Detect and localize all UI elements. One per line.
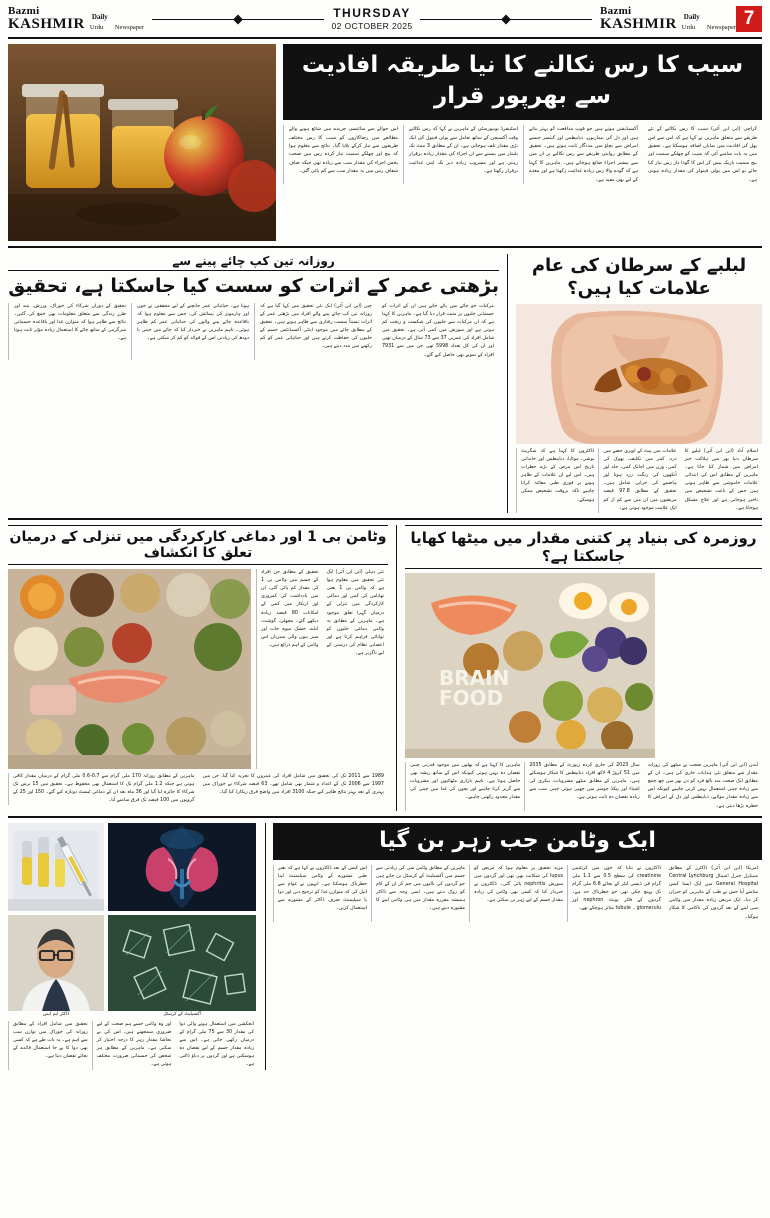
vitamin-b1-columns-top: [256, 569, 388, 769]
issue-date: [332, 6, 413, 32]
apple-headline: سیب کا رس نکالنے کا نیا طریقہ افادیت سے بھرپور قرار: [283, 44, 762, 120]
divider-1: [8, 246, 762, 248]
logo-tag-news-right: [707, 23, 736, 32]
sugar-columns: [405, 762, 762, 811]
logo-text-right: [600, 6, 677, 32]
tag-daily-left: Daily: [91, 13, 108, 22]
divider-2: [8, 518, 762, 520]
crystal-graphic: [108, 915, 256, 1011]
tag-news-left: Newspaper: [114, 23, 145, 31]
doctor-portrait-photo: [8, 915, 104, 1011]
tag-urdu-right: Urdu: [681, 23, 696, 31]
poison-col-1: امریکا (این این آئی) ڈاکٹرز کے مطابق سینٹرل جنرل اسپتال Central Lynchburg General Hospital میں ایک ایسا کیس سامنے آیا جس نے طب کے ماہرین کو حیران کر دیا۔ ایک مریض زیادہ مقدار میں وٹامن سی لینے کے بعد گردوں کی ناکامی کا شکار ہوگیا۔: [669, 865, 758, 920]
apple-juice-jars-photo: [8, 44, 276, 241]
brand-main-left: KASHMIR: [8, 16, 85, 32]
vitamin-b1-headline: وٹامن بی 1 اور دماغی کارکردگی میں تنزلی کے درمیان تعلق کا انکشاف: [8, 525, 388, 565]
svg-text:FOOD: FOOD: [439, 685, 504, 710]
doctor-photo-caption: ڈاکٹر ایم ایس: [42, 1011, 70, 1017]
pancreas-story: [507, 254, 762, 513]
poison-headline: ایک وٹامن جب زہر بن گیا: [273, 823, 762, 860]
poison-photos-row-2: [8, 915, 258, 1018]
pancreas-graphic: [516, 304, 762, 444]
pancreas-col-3: ڈاکٹروں کا کہنا ہے کہ سگریٹ نوشی، موٹاپا، ذیابیطس اور خاندانی تاریخ اس مرض کے بڑے خطرات ہیں۔ اس لیے ان علامات کے ظاہر ہونے پر فوری طبی معائنہ کرانا چاہیے تاکہ بروقت تشخیص ممکن ہوسکے۔: [516, 448, 598, 513]
pancreas-headline: لبلبے کے سرطان کی عام علامات کیا ہیں؟: [531, 255, 747, 300]
poison-photos-row-1: [8, 823, 258, 911]
brain-food-graphic: [405, 573, 655, 758]
masthead-logo-right: [600, 6, 736, 32]
tag-news-right: Newspaper: [706, 23, 736, 31]
aging-col-1: مرکبات جو چائے میں پائے جاتے ہیں ان کے اثرات کو جسمانی خلیوں پر مثبت قرار دیا گیا ہے۔ ماہرین کا کہنا ہے کہ ان مرکبات سے خلیوں کی شکست و ریخت کم ہوتی ہے اور سوزش میں کمی آتی ہے۔ تحقیق میں شامل افراد کی عمریں 37 سے 73 سال کے درمیان تھیں اور ان کی کل تعداد 5998 تھی جن میں سے 7931 افراد کے نمونے بھی حاصل کیے گئے۔: [382, 303, 494, 358]
vials-graphic: [8, 823, 104, 911]
brand-top-left: Bazmi: [8, 5, 40, 17]
vitamin-b1-col-1: نئی دہلی (این این آئی) ایک نئی تحقیق میں معلوم ہوا ہے کہ وٹامن بی 1 یعنی تھایامن کی کمی اور دماغی کارکردگی میں تنزلی کے درمیان گہرا تعلق موجود ہے۔ ماہرین کے مطابق یہ وٹامن دماغی خلیوں کو توانائی فراہم کرتا ہے اور اعصابی نظام کی درستی کے لیے ناگزیر ہے۔: [326, 569, 384, 657]
sugar-col-1: لندن (این این آئی) ماہرین صحت نے میٹھے کی روزانہ مقدار سے متعلق نئی ہدایات جاری کی ہیں۔ ان کے مطابق ایک صحت مند بالغ فرد کو دن بھر میں چھ چمچ سے زیادہ چینی استعمال نہیں کرنی چاہیے کیونکہ اس سے زیادہ مقدار موٹاپے، ذیابیطس اور دل کے امراض کا خطرہ بڑھا دیتی ہے۔: [647, 762, 758, 809]
logo-text-left: [8, 6, 85, 32]
crystal-microscope-photo: [108, 915, 256, 1011]
vitamin-b1-col-4: ماہرین کے مطابق روزانہ 170 ملی گرام سے 0.7-0.6 ملی گرام کے درمیان مقدار کافی ہوتی ہے جبکہ 1.2 ملی گرام تک کا استعمال بھی محفوظ ہے۔ تحقیق میں 15 برس تک شرکاء کا جائزہ لیا گیا اور 36 ماہ بعد ان کے دماغی ٹیسٹ دوبارہ کیے گئے۔ 150 اور 25 کے گروپوں میں 100 فیصد تک فرق سامنے آیا۔: [8, 773, 199, 806]
band-three: [8, 525, 762, 811]
tag-urdu-left: Urdu: [89, 23, 104, 31]
aging-headline: بڑھتی عمر کے اثرات کو سست کیا جاسکتا ہے، تحقیق: [8, 275, 499, 297]
crystal-photo-caption: آکسیلیٹ کے کرسٹل: [163, 1011, 201, 1017]
aging-col-3: ہوتا ہے۔ حیاتیاتی عمر جانچنے کے لیے محققین نے خون اور ہارمونز کی پیمائش کی، جس سے معلوم ہوا کہ باقاعدہ چائے پینے والوں کی حیاتیاتی عمر کم ظاہر ہوئی۔ تاہم ماہرین نے خبردار کیا کہ چائے میں چینی یا دودھ کی زیادتی اس کے فوائد کو کم کر سکتی ہے۔: [131, 303, 254, 360]
logo-tags-left: [90, 12, 110, 32]
vitamin-b1-columns-bottom: [8, 773, 388, 806]
logo-tags-right: [682, 12, 702, 32]
aging-col-4: تحقیق کے دوران شرکاء کی خوراک، ورزش، نیند اور طرزِ زندگی سے متعلق معلومات بھی جمع کی گئیں۔ نتائج سے ظاہر ہوا کہ متوازن غذا اور باقاعدہ جسمانی سرگرمی کے ساتھ چائے کا استعمال زیادہ مؤثر ثابت ہوتا ہے۔: [8, 303, 131, 360]
food-photo-graphic: [8, 569, 251, 769]
apple-col-2: آکسیڈیشن ہوتے ہیں جو قوتِ مدافعت کو بہتر بناتے ہیں اور دل کی بیماریوں، ذیابیطس اور کینسر جیسے امراض سے بچاؤ میں مددگار ثابت ہوتے ہیں۔ تحقیق کے مطابق روایتی طریقے سے رس نکالنے پر ان میں سے بیشتر اجزاء ضائع ہوجاتے ہیں۔ ماہرین کا کہنا ہے کہ گودے والا رس زیادہ غذائیت رکھتا ہے اور معدے کے لیے بھی مفید ہے۔: [523, 125, 643, 184]
aging-col-2: چین (این این آئی) ایک نئی تحقیق میں کہا گیا ہے کہ روزانہ تین کپ چائے پینے والے افراد میں بڑھتی عمر کے اثرات نسبتاً سست رفتاری سے ظاہر ہوتے ہیں۔ تحقیق کے مطابق چائے میں موجود اینٹی آکسیڈنٹس جسم کے خلیوں کی حفاظت کرتے ہیں اور حیاتیاتی عمر کو کم رکھنے میں مدد دیتے ہیں۔: [254, 303, 377, 360]
sugar-headline: روزمرہ کی بنیاد پر کتنی مقدار میں میٹھا کھایا جاسکتا ہے؟: [405, 525, 762, 569]
poison-col-5: اس کیس کے بعد ڈاکٹروں نے کہا ہے کہ بغیر طبی مشورے کے وٹامن سپلیمنٹ لینا خطرناک ہوسکتا ہے۔ انہوں نے عوام سے اپیل کی کہ متوازن غذا کو ترجیح دیں اور دوا یا سپلیمنٹ صرف ڈاکٹر کے مشورے سے استعمال کریں۔: [273, 865, 371, 922]
injection-col-1: انجکشن میں استعمال ہونے والی دوا کی مقدار 30 سے 75 ملی گرام کے درمیان رکھی جاتی ہے۔ اس سے زیادہ مقدار جسم کے لیے نقصان دہ ہوسکتی ہے اور گردوں پر دباؤ ڈالتی ہے۔: [179, 1021, 255, 1068]
injection-columns: [8, 1021, 258, 1070]
injection-col-2: اور وہ وٹامن جسے ہم صحت کے لیے ضروری سمجھتے ہیں، اس کی بے تحاشا مقدار زہر کا درجہ اختیار کر سکتی ہے۔ ماہرین کے مطابق ہر شخص کی جسمانی ضرورت مختلف ہوتی ہے۔: [92, 1021, 176, 1070]
band-four: [8, 823, 762, 1070]
sugar-col-3: ماہرین کا کہنا ہے کہ پھلوں میں موجود قدرتی چینی نقصان دہ نہیں ہوتی کیونکہ اس کے ساتھ ریشہ بھی حاصل ہوتا ہے۔ تاہم بازاری مٹھائیوں اور مشروبات سے گریز کرنا چاہیے اور بچوں کی غذا میں چینی کی مقدار محدود رکھنی چاہیے۔: [405, 762, 524, 811]
poison-story: [265, 823, 762, 1070]
ornament-rule-left: [152, 19, 323, 20]
poison-col-4: ماہرین کے مطابق وٹامن سی کی زیادتی سے جسم میں آکسیلیٹ کے کرسٹل بن جاتے ہیں جو گردوں کی نالیوں میں جم کر ان کے کام کو روک دیتے ہیں۔ اسی وجہ سے ڈاکٹر ہمیشہ مقررہ مقدار میں ہی وٹامن لینے کا مشورہ دیتے ہیں۔: [371, 865, 469, 922]
vitamin-b1-col-3: 1989 سے 2011 تک کی تحقیق میں شامل افراد کی عمروں کا تجزیہ کیا گیا، جن میں 1997 سے 2006 تک کے اعداد و شمار بھی شامل تھے۔ 63 فیصد شرکاء نے خوراک میں بہتری کے بعد بہتر نتائج ظاہر کیے جبکہ 3100 افراد میں واضح فرق ریکارڈ کیا گیا۔: [202, 773, 384, 796]
pancreas-col-1: اسلام آباد (این این آئی) لبلبے کا سرطان دنیا بھر میں ہلاکت خیز امراض میں شمار کیا جاتا ہے۔ ماہرین کے مطابق اس کی ابتدائی علامات خاموشی سے ظاہر ہوتی ہیں جس کے باعث تشخیص میں تاخیر ہوجاتی ہے اور علاج مشکل ہوجاتا ہے۔: [684, 448, 758, 511]
aging-story: [8, 254, 499, 513]
vials-syringe-photo: [8, 823, 104, 911]
poison-media-column: [8, 823, 258, 1070]
apple-story: [8, 44, 762, 241]
aging-kicker: روزانہ تین کپ چائے پینے سے: [8, 254, 499, 271]
kidney-graphic: [108, 823, 256, 911]
sugar-story: [396, 525, 762, 811]
apple-columns: [283, 125, 762, 184]
doctor-graphic: [8, 915, 104, 1011]
logo-tag-news-left: [115, 23, 144, 32]
brand-top-right: Bazmi: [599, 5, 632, 17]
doctor-photo-wrap: [8, 915, 104, 1018]
brand-main-right: KASHMIR: [599, 16, 677, 32]
pancreas-col-2: علامات میں پیٹ کے اوپری حصے میں درد، کمر میں تکلیف، بھوک کی کمی، وزن میں اچانک کمی، جلد اور آنکھوں کی رنگت زرد ہونا اور ہاضمے کی خرابی شامل ہیں۔ تحقیق کے مطابق 97.8 فیصد مریضوں میں ان میں سے کم از کم ایک علامت موجود ہوتی ہے۔: [598, 448, 680, 513]
tag-daily-right: Daily: [683, 13, 700, 22]
issue-day: THURSDAY: [333, 6, 411, 21]
healthy-foods-flatlay-photo: [8, 569, 251, 769]
apple-col-4: اس حوالے سے سائنسی جریدے میں شائع ہونے والے مطالعے میں رضاکاروں کو سیب کا رس مختلف طریقوں سے تیار کرکے پلایا گیا۔ نتائج سے معلوم ہوا کہ بیج اور چھلکے سمیت تیار کردہ رس میں صحت بخش اجزاء کی مقدار سب سے زیادہ تھی جبکہ صاف شفاف رس میں یہ مقدار سب سے کم پائی گئی۔: [283, 125, 403, 184]
page-number-badge: 7: [736, 6, 762, 32]
aging-columns: [8, 303, 499, 360]
issue-date-text: 02 OCTOBER 2025: [331, 21, 413, 32]
band-two: [8, 254, 762, 513]
kidney-anatomy-illustration: [108, 823, 256, 911]
divider-3: [8, 816, 762, 818]
vitamin-b1-story: [8, 525, 388, 811]
brain-food-photo: [405, 573, 655, 758]
apple-col-3: اسٹینفرڈ یونیورسٹی کے ماہرین نے کہا کہ رس نکالتے وقت آکسیجن کے ساتھ تعامل سے پولی فینول کی ایک بڑی مقدار تلف ہوجاتی ہے۔ ان کے مطابق 3 منٹ تک بلینڈر میں پیسنے سے ان اجزاء کی مقدار زیادہ برقرار رہتی ہے اور مشروب زیادہ دیر تک اپنی غذائیت برقرار رکھتا ہے۔: [403, 125, 523, 184]
injection-col-3: تحقیق میں شامل افراد کے مطابق روزانہ کی خوراک میں توازن سب سے اہم ہے۔ یہ بات طے ہے کہ کسی بھی دوا کا بے جا استعمال فائدے کے بجائے نقصان دیتا ہے۔: [8, 1021, 92, 1070]
crystal-photo-wrap: [108, 915, 256, 1018]
masthead-logo-left: [8, 6, 144, 32]
poison-columns: [273, 865, 762, 922]
vitamin-b1-col-2: تحقیق کے مطابق جن افراد کے جسم میں وٹامن بی 1 کی مقدار کم پائی گئی، ان میں یادداشت کی کمزوری اور ارتکاز میں کمی کے امکانات 80 فیصد زیادہ دیکھے گئے۔ مچھلی، گوشت، انڈے، خشک میوہ جات اور سبز پتوں والی سبزیاں اس وٹامن کے اہم ذرائع ہیں۔: [256, 569, 323, 769]
apple-story-text-block: [283, 44, 762, 241]
poison-col-3: مزید تحقیق پر معلوم ہوا کہ مریض کو lupus کی شکایت بھی تھی اور گردوں میں سوزش nephritis پائی گئی۔ ڈاکٹروں نے خبردار کیا کہ کسی بھی وٹامن کی زیادہ مقدار جسم کے لیے زہر بن سکتی ہے۔: [469, 865, 567, 922]
ornament-rule-right: [420, 19, 591, 20]
svg-text:BRAIN: BRAIN: [439, 665, 510, 690]
masthead: [8, 4, 762, 39]
apple-col-1: کراچی (این این آئی) سیب کا رس نکالنے کے نئے طریقے سے متعلق ماہرین نے کہا ہے کہ اس سے اس پھل کی افادیت میں نمایاں اضافہ ہوسکتا ہے۔ تحقیق میں یہ بات سامنے آئی کہ سیب کو چھلکے سمیت اور بیج سمیت باریک پیس کر اس کا گودا دار رس تیار کیا جائے تو اس میں پولی فینولز کی مقدار زیادہ ہوتی ہے۔: [648, 126, 757, 183]
poison-col-2: ڈاکٹروں نے بتایا کہ خون میں کریٹینین creatinine کی سطح 0.5 سے 1.1 ملی گرام فی ڈیسی لیٹر کے بجائے 6.8 ملی گرام تک پہنچ چکی تھی جو خطرناک حد ہے۔ گردوں کے فلٹر یونٹ nephron اور glomerulu ۔ tubule متاثر ہوچکے تھے۔: [567, 865, 665, 922]
sugar-col-2: سال 2023 کی جاری کردہ رپورٹ کے مطابق 2035 میں 51 کروڑ 4 لاکھ افراد ذیابیطس کا شکار ہوسکتے ہیں۔ ماہرین کے مطابق میٹھے مشروبات، بیکری کی اشیاء اور پیکڈ جوسز میں چھپی ہوئی چینی سب سے زیادہ نقصان دہ ثابت ہوتی ہے۔: [524, 762, 643, 811]
apple-photo-graphic: [8, 44, 276, 241]
pancreas-anatomy-illustration: [516, 304, 762, 444]
pancreas-columns: [516, 448, 762, 513]
vitamin-b1-top: [8, 569, 388, 769]
